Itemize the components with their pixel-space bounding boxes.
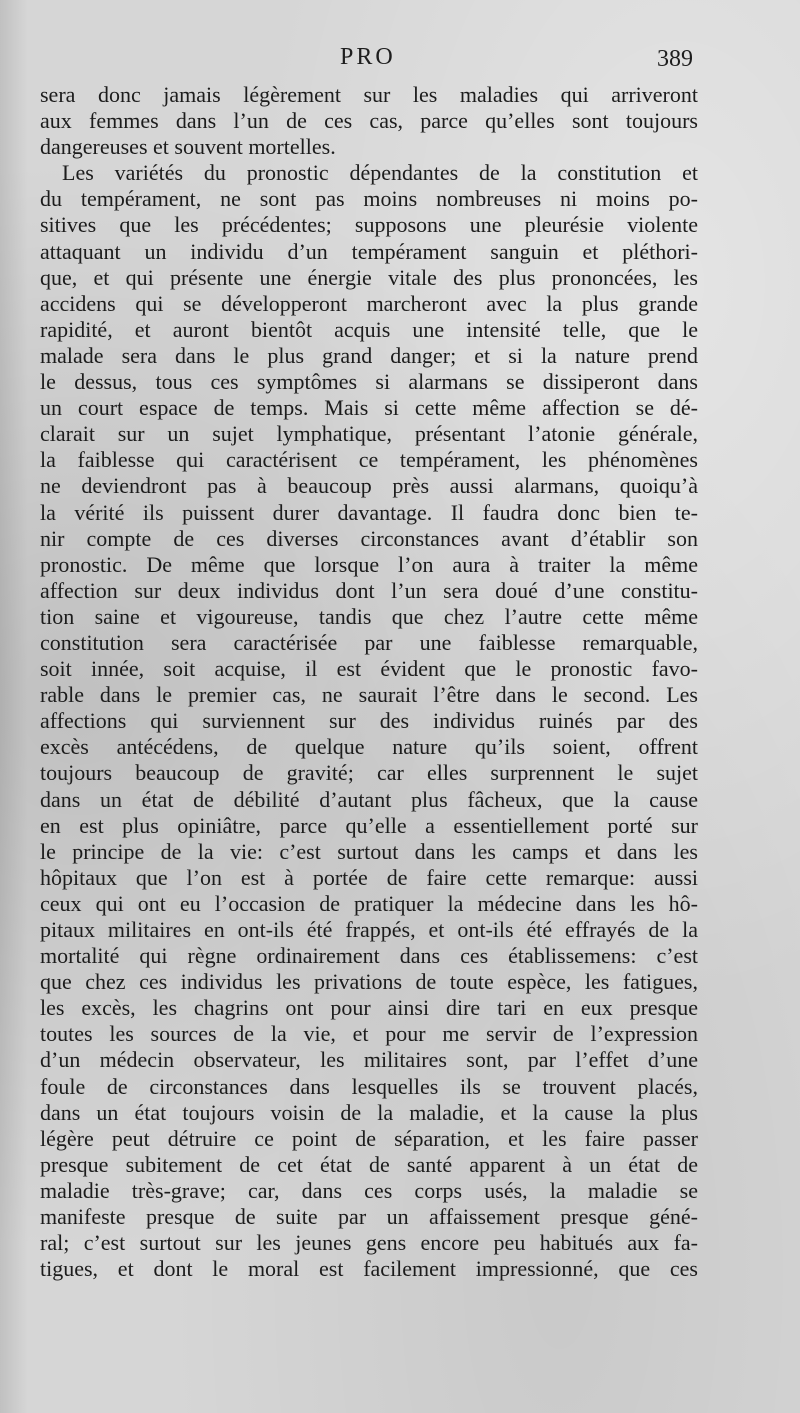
page-number: 389: [657, 46, 693, 72]
text-line: hôpitaux que l’on est à portée de faire cette remarque: aussi: [40, 864, 698, 890]
text-line: la vérité ils puissent durer davantage. Il faudra donc bien te-: [40, 499, 698, 525]
text-line: affections qui surviennent sur des individus ruinés par des: [40, 708, 698, 734]
body-text: [40, 82, 698, 1282]
text-line: attaquant un individu d’un tempérament sanguin et pléthori-: [40, 238, 698, 264]
text-line: toutes les sources de la vie, et pour me servir de l’expression: [40, 1021, 698, 1047]
text-line: dans un état de débilité d’autant plus fâcheux, que la cause: [40, 786, 698, 812]
text-line: du tempérament, ne sont pas moins nombreuses ni moins po-: [40, 186, 698, 212]
text-line: manifeste presque de suite par un affaissement presque géné-: [40, 1204, 698, 1230]
running-head: PRO: [340, 44, 396, 70]
text-line: ne deviendront pas à beaucoup près aussi alarmans, quoiqu’à: [40, 473, 698, 499]
text-line: dans un état toujours voisin de la maladie, et la cause la plus: [40, 1099, 698, 1125]
text-line: légère peut détruire ce point de séparation, et les faire passer: [40, 1125, 698, 1151]
text-line: tigues, et dont le moral est facilement impressionné, que ces: [40, 1256, 698, 1282]
text-line: le dessus, tous ces symptômes si alarmans se dissiperont dans: [40, 369, 698, 395]
text-line: maladie très-grave; car, dans ces corps usés, la maladie se: [40, 1177, 698, 1203]
text-line: mortalité qui règne ordinairement dans ces établissemens: c’est: [40, 943, 698, 969]
text-line: excès antécédens, de quelque nature qu’ils soient, offrent: [40, 734, 698, 760]
text-line: les excès, les chagrins ont pour ainsi dire tari en eux presque: [40, 995, 698, 1021]
text-line: d’un médecin observateur, les militaires sont, par l’effet d’une: [40, 1047, 698, 1073]
text-line: que, et qui présente une énergie vitale des plus prononcées, les: [40, 264, 698, 290]
text-line: pronostic. De même que lorsque l’on aura à traiter la même: [40, 551, 698, 577]
text-line: accidens qui se développeront marcheront avec la plus grande: [40, 290, 698, 316]
text-line: aux femmes dans l’un de ces cas, parce qu’elles sont toujours: [40, 108, 698, 134]
text-line: pitaux militaires en ont-ils été frappés, et ont-ils été effrayés de la: [40, 917, 698, 942]
text-line: un court espace de temps. Mais si cette même affection se dé-: [40, 395, 698, 421]
text-line: foule de circonstances dans lesquelles ils se trouvent placés,: [40, 1073, 698, 1099]
text-line: soit innée, soit acquise, il est évident que le pronostic favo-: [40, 656, 698, 682]
text-line: rapidité, et auront bientôt acquis une intensité telle, que le: [40, 316, 698, 342]
text-line: en est plus opiniâtre, parce qu’elle a essentiellement porté sur: [40, 812, 698, 838]
page-edge-shadow: [0, 0, 28, 1413]
text-line: que chez ces individus les privations de toute espèce, les fatigues,: [40, 969, 698, 995]
text-line: malade sera dans le plus grand danger; et si la nature prend: [40, 342, 698, 368]
text-line: presque subitement de cet état de santé apparent à un état de: [40, 1151, 698, 1177]
text-line: la faiblesse qui caractérisent ce tempérament, les phénomènes: [40, 447, 698, 473]
text-line: toujours beaucoup de gravité; car elles surprennent le sujet: [40, 760, 698, 786]
text-line: rable dans le premier cas, ne saurait l’être dans le second. Les: [40, 682, 698, 708]
page-header: [0, 44, 800, 84]
text-line: sitives que les précédentes; supposons une pleurésie violente: [40, 212, 698, 238]
text-line: le principe de la vie: c’est surtout dans les camps et dans les: [40, 838, 698, 864]
text-line: Les variétés du pronostic dépendantes de la constitution et: [62, 160, 698, 186]
text-line: ral; c’est surtout sur les jeunes gens encore peu habitués aux fa-: [40, 1230, 698, 1256]
text-line: clarait sur un sujet lymphatique, présentant l’atonie générale,: [40, 421, 698, 447]
text-line: constitution sera caractérisée par une faiblesse remarquable,: [40, 629, 698, 655]
text-line: ceux qui ont eu l’occasion de pratiquer la médecine dans les hô-: [40, 890, 698, 916]
text-line: sera donc jamais légèrement sur les maladies qui arriveront: [40, 82, 698, 107]
text-line: nir compte de ces diverses circonstances avant d’établir son: [40, 525, 698, 551]
text-line: dangereuses et souvent mortelles.: [40, 134, 336, 160]
text-line: tion saine et vigoureuse, tandis que chez l’autre cette même: [40, 603, 698, 629]
text-line: affection sur deux individus dont l’un sera doué d’une constitu-: [40, 577, 698, 603]
